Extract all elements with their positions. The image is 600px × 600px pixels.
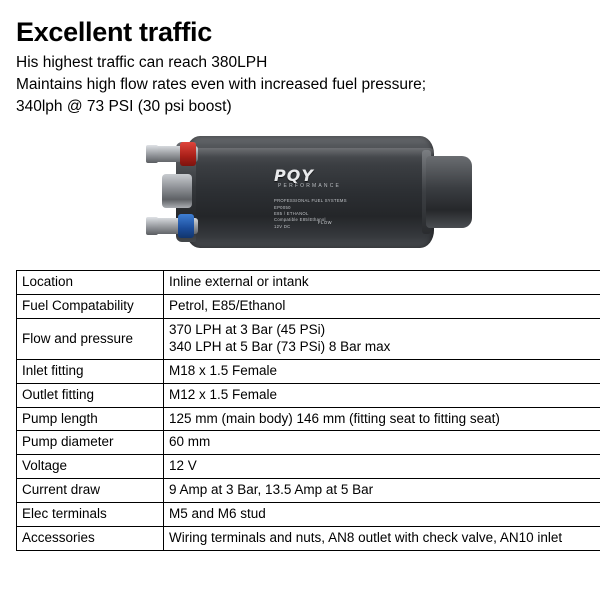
table-row (17, 431, 600, 455)
inlet-fitting-tip (146, 217, 158, 235)
pump-label-text (274, 198, 347, 229)
table-row (17, 407, 600, 431)
spec-value-line: Petrol, E85/Ethanol (169, 298, 286, 314)
spec-value-line: Wiring terminals and nuts, AN8 outlet with check valve, AN10 inlet (169, 529, 563, 545)
spec-value-line: 60 mm (169, 434, 211, 450)
outlet-fitting-tip (146, 145, 158, 163)
intro-paragraph (16, 52, 584, 118)
specifications-table (16, 270, 600, 551)
pump-end-cap (426, 156, 472, 228)
spec-value (164, 479, 600, 503)
product-image (16, 122, 584, 270)
spec-value (164, 359, 600, 383)
spec-label: Flow and pressure (17, 319, 164, 360)
spec-value (164, 526, 600, 550)
spec-label: Fuel Compatability (17, 295, 164, 319)
spec-label: Inlet fitting (17, 359, 164, 383)
intro-line-3: 340lph @ 73 PSI (30 psi boost) (16, 98, 232, 116)
spec-label: Outlet fitting (17, 383, 164, 407)
spec-label: Location (17, 271, 164, 295)
pump-body (186, 136, 434, 248)
table-row (17, 383, 600, 407)
spec-value (164, 455, 600, 479)
intro-line-2: Maintains high flow rates even with increased fuel pressure; (16, 76, 427, 94)
spec-value-line: 9 Amp at 3 Bar, 13.5 Amp at 5 Bar (169, 482, 374, 498)
spec-value (164, 319, 600, 360)
brand-logo: PQY (274, 166, 314, 186)
spec-value (164, 271, 600, 295)
table-row (17, 295, 600, 319)
table-row (17, 455, 600, 479)
spec-value (164, 407, 600, 431)
spec-label: Voltage (17, 455, 164, 479)
brand-tagline: PERFORMANCE (278, 183, 342, 190)
spec-value-line: Inline external or intank (169, 274, 309, 290)
spec-value (164, 383, 600, 407)
pump-label-line-5: 12V DC (274, 223, 291, 229)
outlet-fitting-collar (180, 142, 196, 166)
spec-value-line: 340 LPH at 5 Bar (73 PSi) 8 Bar max (169, 338, 391, 354)
spec-value (164, 295, 600, 319)
spec-value-line: 125 mm (main body) 146 mm (fitting seat to fitting seat) (169, 410, 500, 426)
spec-value-line: 12 V (169, 458, 197, 474)
pump-label-line-1: PROFESSIONAL FUEL SYSTEMS (274, 198, 347, 204)
pump-label-line-4: Compatible E85/Ethanol (274, 217, 326, 223)
intro-line-1: His highest traffic can reach 380LPH (16, 54, 268, 72)
table-row (17, 526, 600, 550)
table-row (17, 359, 600, 383)
inlet-fitting-collar (178, 214, 194, 238)
spec-value (164, 431, 600, 455)
table-row (17, 271, 600, 295)
hex-boss-icon (162, 174, 192, 208)
spec-label: Current draw (17, 479, 164, 503)
pump-label-line-3: E85 / ETHANOL (274, 210, 309, 216)
spec-value-line: M18 x 1.5 Female (169, 362, 278, 378)
table-row (17, 479, 600, 503)
spec-value (164, 503, 600, 527)
spec-label: Elec terminals (17, 503, 164, 527)
table-row (17, 503, 600, 527)
fuel-pump-illustration (146, 136, 476, 248)
pump-label-line-2: EP0050 (274, 204, 291, 210)
spec-label: Accessories (17, 526, 164, 550)
spec-value-line: 370 LPH at 3 Bar (45 PSi) (169, 322, 326, 338)
spec-label: Pump diameter (17, 431, 164, 455)
specifications-body (17, 271, 600, 551)
spec-label: Pump length (17, 407, 164, 431)
table-row (17, 319, 600, 360)
spec-value-line: M12 x 1.5 Female (169, 386, 278, 402)
page-title: Excellent traffic (16, 17, 212, 47)
spec-value-line: M5 and M6 stud (169, 506, 266, 522)
flow-direction-label: FLOW (318, 220, 333, 226)
